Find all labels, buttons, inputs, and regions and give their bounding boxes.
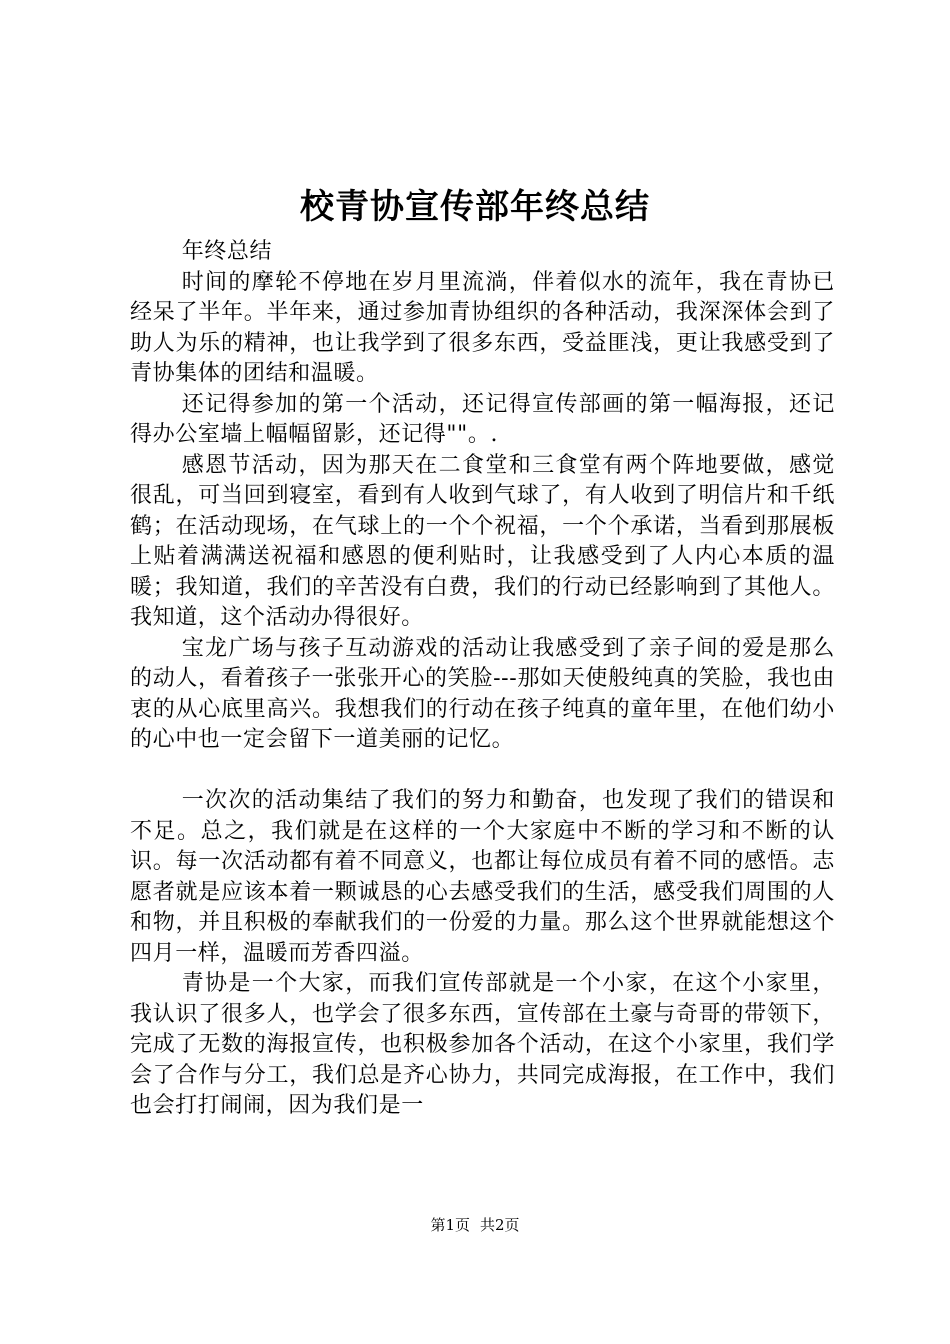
paragraph-3: 感恩节活动，因为那天在二食堂和三食堂有两个阵地要做，感觉很乱，可当回到寝室，看到有人收到气球了，有人收到了明信片和千纸鹤；在活动现场，在气球上的一个个祝福，一个个承诺，当看到那展板上贴着满满送祝福和感恩的便利贴时，让我感受到了人内心本质的温暖；我知道，我们的辛苦没有白费，我们的行动已经影响到了其他人。我知道，这个活动办得很好。 xyxy=(130,452,835,630)
paragraph-2: 还记得参加的第一个活动，还记得宣传部画的第一幅海报，还记得办公室墙上幅幅留影，还记得""。. xyxy=(130,391,835,447)
document-body xyxy=(130,237,835,1122)
paragraph-6: 青协是一个大家，而我们宣传部就是一个小家，在这个小家里，我认识了很多人，也学会了很多东西，宣传部在土豪与奇哥的带领下，完成了无数的海报宣传，也积极参加各个活动，在这个小家里，我们学会了合作与分工，我们总是齐心协力，共同完成海报，在工作中，我们也会打打闹闹，因为我们是一 xyxy=(130,971,835,1118)
subtitle-paragraph: 年终总结 xyxy=(181,239,273,264)
page-number: 第1页 xyxy=(430,1216,470,1234)
paragraph-5: 一次次的活动集结了我们的努力和勤奋，也发现了我们的错误和不足。总之，我们就是在这样的一个大家庭中不断的学习和不断的认识。每一次活动都有着不同意义，也都让每位成员有着不同的感悟。志愿者就是应该本着一颗诚恳的心去感受我们的生活，感受我们周围的人和物，并且积极的奉献我们的一份爱的力量。那么这个世界就能想这个四月一样，温暖而芳香四溢。 xyxy=(130,788,835,966)
paragraph-1: 时间的摩轮不停地在岁月里流淌，伴着似水的流年，我在青协已经呆了半年。半年来，通过参加青协组织的各种活动，我深深体会到了助人为乐的精神，也让我学到了很多东西，受益匪浅，更让我感受到了青协集体的团结和温暖。 xyxy=(130,269,835,386)
page-footer xyxy=(0,1215,950,1235)
paragraph-4: 宝龙广场与孩子互动游戏的活动让我感受到了亲子间的爱是那么的动人，看着孩子一张张开心的笑脸---那如天使般纯真的笑脸，我也由衷的从心底里高兴。我想我们的行动在孩子纯真的童年里，在他们幼小的心中也一定会留下一道美丽的记忆。 xyxy=(130,635,835,752)
page-total: 共2页 xyxy=(480,1216,520,1234)
document-title: 校青协宣传部年终总结 xyxy=(300,187,650,227)
